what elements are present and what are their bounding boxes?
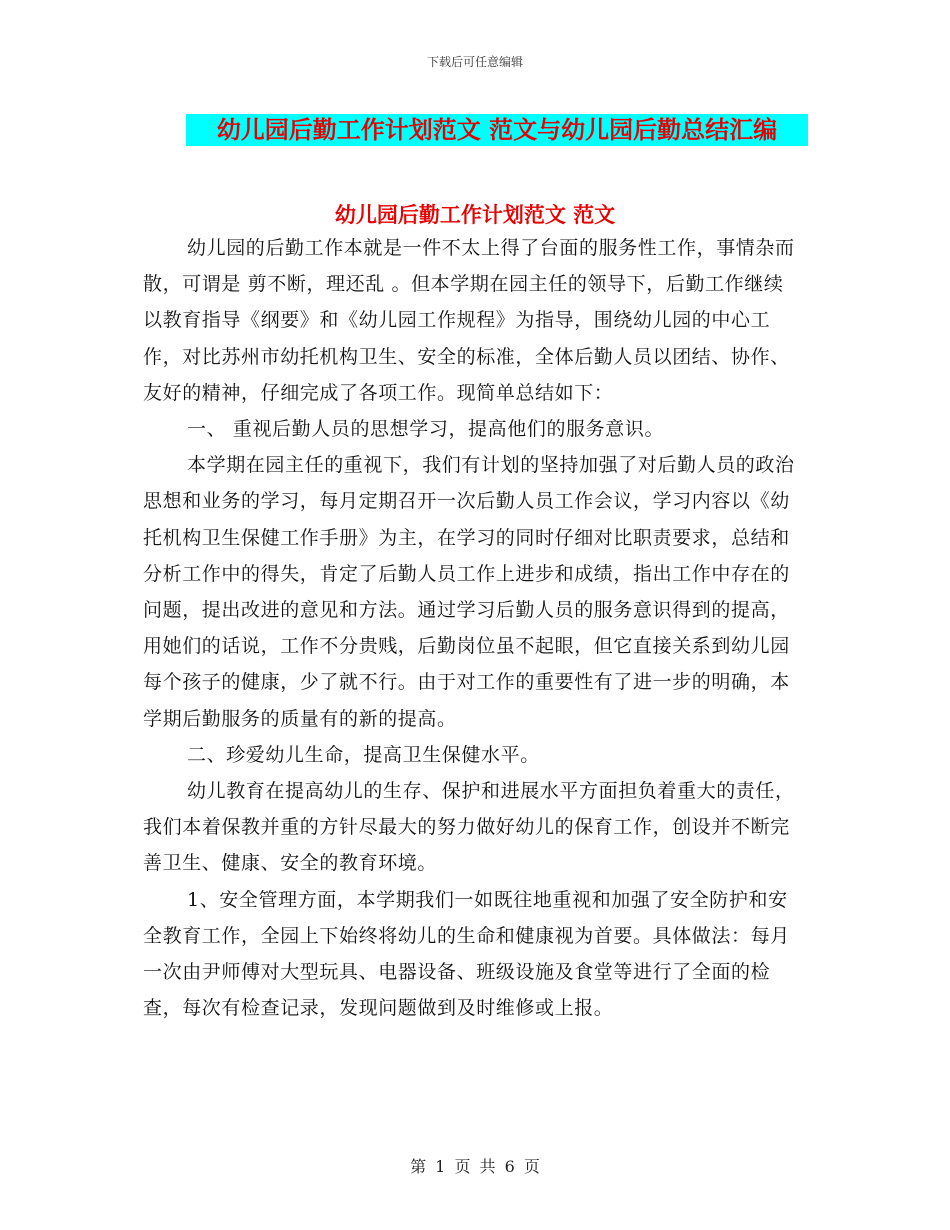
paragraph-intro: 幼儿园的后勤工作本就是一件不太上得了台面的服务性工作，事情杂而散，可谓是 剪不断，理还乱 。但本学期在园主任的领导下，后勤工作继续以教育指导《纲要》和《幼儿园工作规程》为指导，围绕幼儿园的中心工作，对比苏州市幼托机构卫生、安全的标准，全体后勤人员以团结、协作、友好的精神，仔细完成了各项工作。现简单总结如下： <box>143 237 795 404</box>
paragraph-safety: 1、安全管理方面，本学期我们一如既往地重视和加强了安全防护和安全教育工作，全园上下始终将幼儿的生命和健康视为首要。具体做法：每月一次由尹师傅对大型玩具、电器设备、班级设施及食堂等进行了全面的检查，每次有检查记录，发现问题做到及时维修或上报。 <box>143 888 790 1020</box>
page-footer: 第 1 页 共 6 页 <box>410 1157 540 1176</box>
header-note: 下载后可任意编辑 <box>426 55 523 69</box>
heading-1: 一、 重视后勤人员的思想学习，提高他们的服务意识。 <box>187 418 665 441</box>
document-title: 幼儿园后勤工作计划范文 范文与幼儿园后勤总结汇编 <box>186 114 808 146</box>
paragraph-study: 本学期在园主任的重视下，我们有计划的坚持加强了对后勤人员的政治思想和业务的学习，每月定期召开一次后勤人员工作会议，学习内容以《幼托机构卫生保健工作手册》为主，在学习的同时仔细对比职责要求，总结和分析工作中的得失，肯定了后勤人员工作上进步和成绩，指出工作中存在的问题，提出改进的意见和方法。通过学习后勤人员的服务意识得到的提高，用她们的话说，工作不分贵贱，后勤岗位虽不起眼，但它直接关系到幼儿园每个孩子的健康，少了就不行。由于对工作的重要性有了进一步的明确，本学期后勤服务的质量有的新的提高。 <box>143 454 795 730</box>
heading-2: 二、珍爱幼儿生命，提高卫生保健水平。 <box>187 743 540 766</box>
body-text <box>143 230 803 1026</box>
section-title: 幼儿园后勤工作计划范文 范文 <box>334 202 616 227</box>
paragraph-health: 幼儿教育在提高幼儿的生存、保护和进展水平方面担负着重大的责任，我们本着保教并重的方针尽最大的努力做好幼儿的保育工作，创设并不断完善卫生、健康、安全的教育环境。 <box>143 780 795 875</box>
